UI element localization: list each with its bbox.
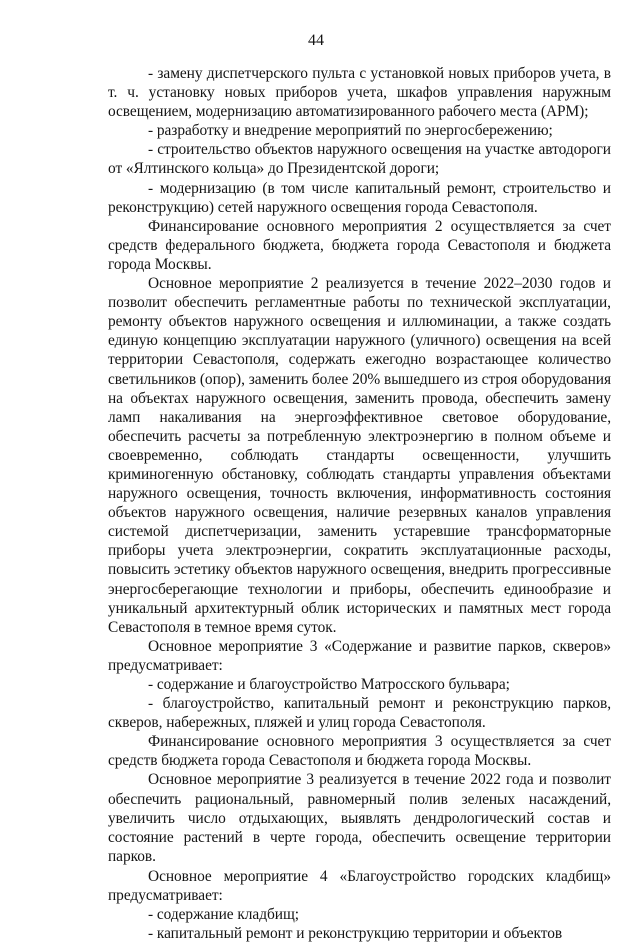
paragraph-measure-4-intro: Основное мероприятие 4 «Благоустройство городских кладбищ» предусматривает: bbox=[108, 867, 611, 905]
paragraph-financing-measure-3: Финансирование основного мероприятия 3 осуществляется за счет средств бюджета города Севастополя и бюджета города Москвы. bbox=[108, 733, 611, 770]
paragraph-implementation-measure-3: Основное мероприятие 3 реализуется в течение 2022 года и позволит обеспечить рациональный, равномерный полив зеленых насаждений, увеличить число отдыхающих, выявлять дендрологический состав и состояние растений в черте города, обеспечить освещение территории парков. bbox=[108, 771, 611, 865]
paragraph-measure-3-intro: Основное мероприятие 3 «Содержание и развитие парков, скверов» предусматривает: bbox=[108, 637, 611, 674]
page-body bbox=[108, 64, 611, 943]
page-number: 44 bbox=[308, 32, 324, 49]
paragraph-financing-measure-2: Финансирование основного мероприятия 2 осуществляется за счет средств федерального бюджета, бюджета города Севастополя и бюджета города Москвы. bbox=[108, 217, 611, 273]
paragraph-network-modernization: - модернизацию (в том числе капитальный ремонт, строительство и реконструкцию) сетей наружного освещения города Севастополя. bbox=[108, 179, 611, 216]
paragraph-matrossky-boulevard: - содержание и благоустройство Матросского бульвара; bbox=[148, 676, 510, 693]
paragraph-energy-saving: - разработку и внедрение мероприятий по энергосбережению; bbox=[148, 122, 553, 140]
paragraph-implementation-measure-2: Основное мероприятие 2 реализуется в течение 2022–2030 годов и позволит обеспечить регламентные работы по технической эксплуатации, ремонту объектов наружного освещения и иллюминации, а также создать единую концепцию эксплуатации наружного (уличного) освещения на всей территории Севастополя, содержать ежегодно возрастающее количество светильников (опор), заменить более 20% вышедшего из строя оборудования на объектах наружного освещения, заменить провода, обеспечить замену ламп накаливания на энергоэффективное световое оборудование, обеспечить расчеты за потребленную электроэнергию в полном объеме и своевременно, соблюдать стандарты освещенности, улучшить криминогенную обстановку, соблюдать стандарты управления объектами наружного освещения, точность включения, информативность состояния объектов наружного освещения, наличие резервных каналов управления системой диспетчеризации, заменить устаревшие трансформаторные приборы учета электроэнергии, сократить эксплуатационные расходы, повысить эстетику объектов наружного освещения, внедрить прогрессивные энергосберегающие технологии и приборы, обеспечить единообразие и уникальный архитектурный облик исторических и памятных мест города Севастополя в темное время суток. bbox=[108, 275, 611, 636]
paragraph-parks-improvement: - благоустройство, капитальный ремонт и реконструкцию парков, скверов, набережных, пляжей и улиц города Севастополя. bbox=[108, 695, 611, 732]
paragraph-dispatch-console: - замену диспетчерского пульта с установкой новых приборов учета, в т. ч. установку новых приборов учета, шкафов управления наружным освещением, модернизацию автоматизированного рабочего места (АРМ); bbox=[108, 65, 611, 121]
paragraph-lighting-construction: - строительство объектов наружного освещения на участке автодороги от «Ялтинского кольца» до Президентской дороги; bbox=[108, 141, 611, 178]
paragraph-cemetery-repair: - капитальный ремонт и реконструкцию территории и объектов bbox=[148, 925, 563, 943]
paragraph-cemetery-maintenance: - содержание кладбищ; bbox=[148, 906, 299, 924]
